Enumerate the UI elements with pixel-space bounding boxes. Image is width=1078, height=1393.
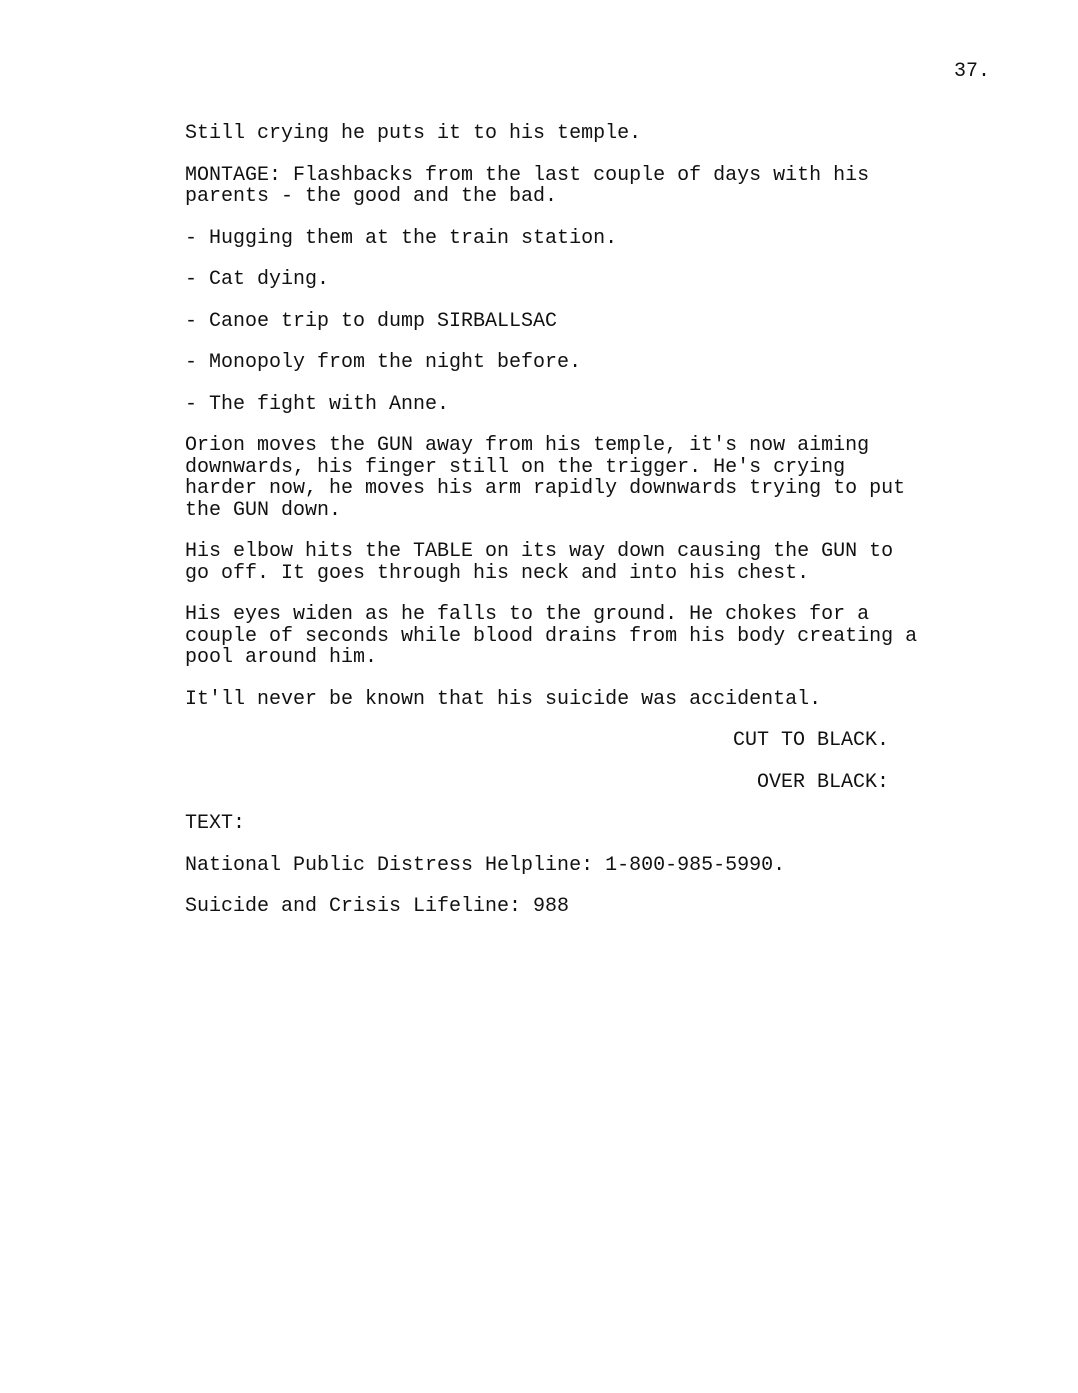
transition-over-black: OVER BLACK: [756, 770, 889, 794]
helpline-text: Suicide and Crisis Lifeline: 988 [185, 895, 570, 918]
montage-item: - Cat dying. [185, 268, 330, 291]
text-header: TEXT: [185, 812, 246, 835]
montage-item: - Monopoly from the night before. [185, 351, 582, 374]
action-line: Orion moves the GUN away from his temple, it's now aiming downwards, his finger still on the trigger. He's crying harder now, he moves his arm rapidly downwards trying to put the GUN down. [185, 434, 906, 522]
action-line: Still crying he puts it to his temple. [185, 122, 642, 145]
transition-cut-to-black: CUT TO BLACK. [732, 729, 889, 752]
montage-heading: MONTAGE: Flashbacks from the last couple of days with his parents - the good and the bad. [185, 163, 870, 208]
montage-item: - Canoe trip to dump SIRBALLSAC [185, 309, 558, 333]
montage-item: - Hugging them at the train station. [185, 226, 618, 250]
action-line: His elbow hits the TABLE on its way down causing the GUN to go off. It goes through his neck and into his chest. [185, 540, 894, 585]
helpline-text: National Public Distress Helpline: 1-800-985-5990. [185, 853, 786, 877]
screenplay-body [185, 123, 955, 938]
page-number: 37. [954, 60, 991, 83]
action-line: His eyes widen as he falls to the ground. He chokes for a couple of seconds while blood drains from his body creating a pool around him. [185, 603, 918, 669]
montage-item: - The fight with Anne. [185, 392, 450, 416]
action-line: It'll never be known that his suicide was accidental. [185, 687, 822, 711]
